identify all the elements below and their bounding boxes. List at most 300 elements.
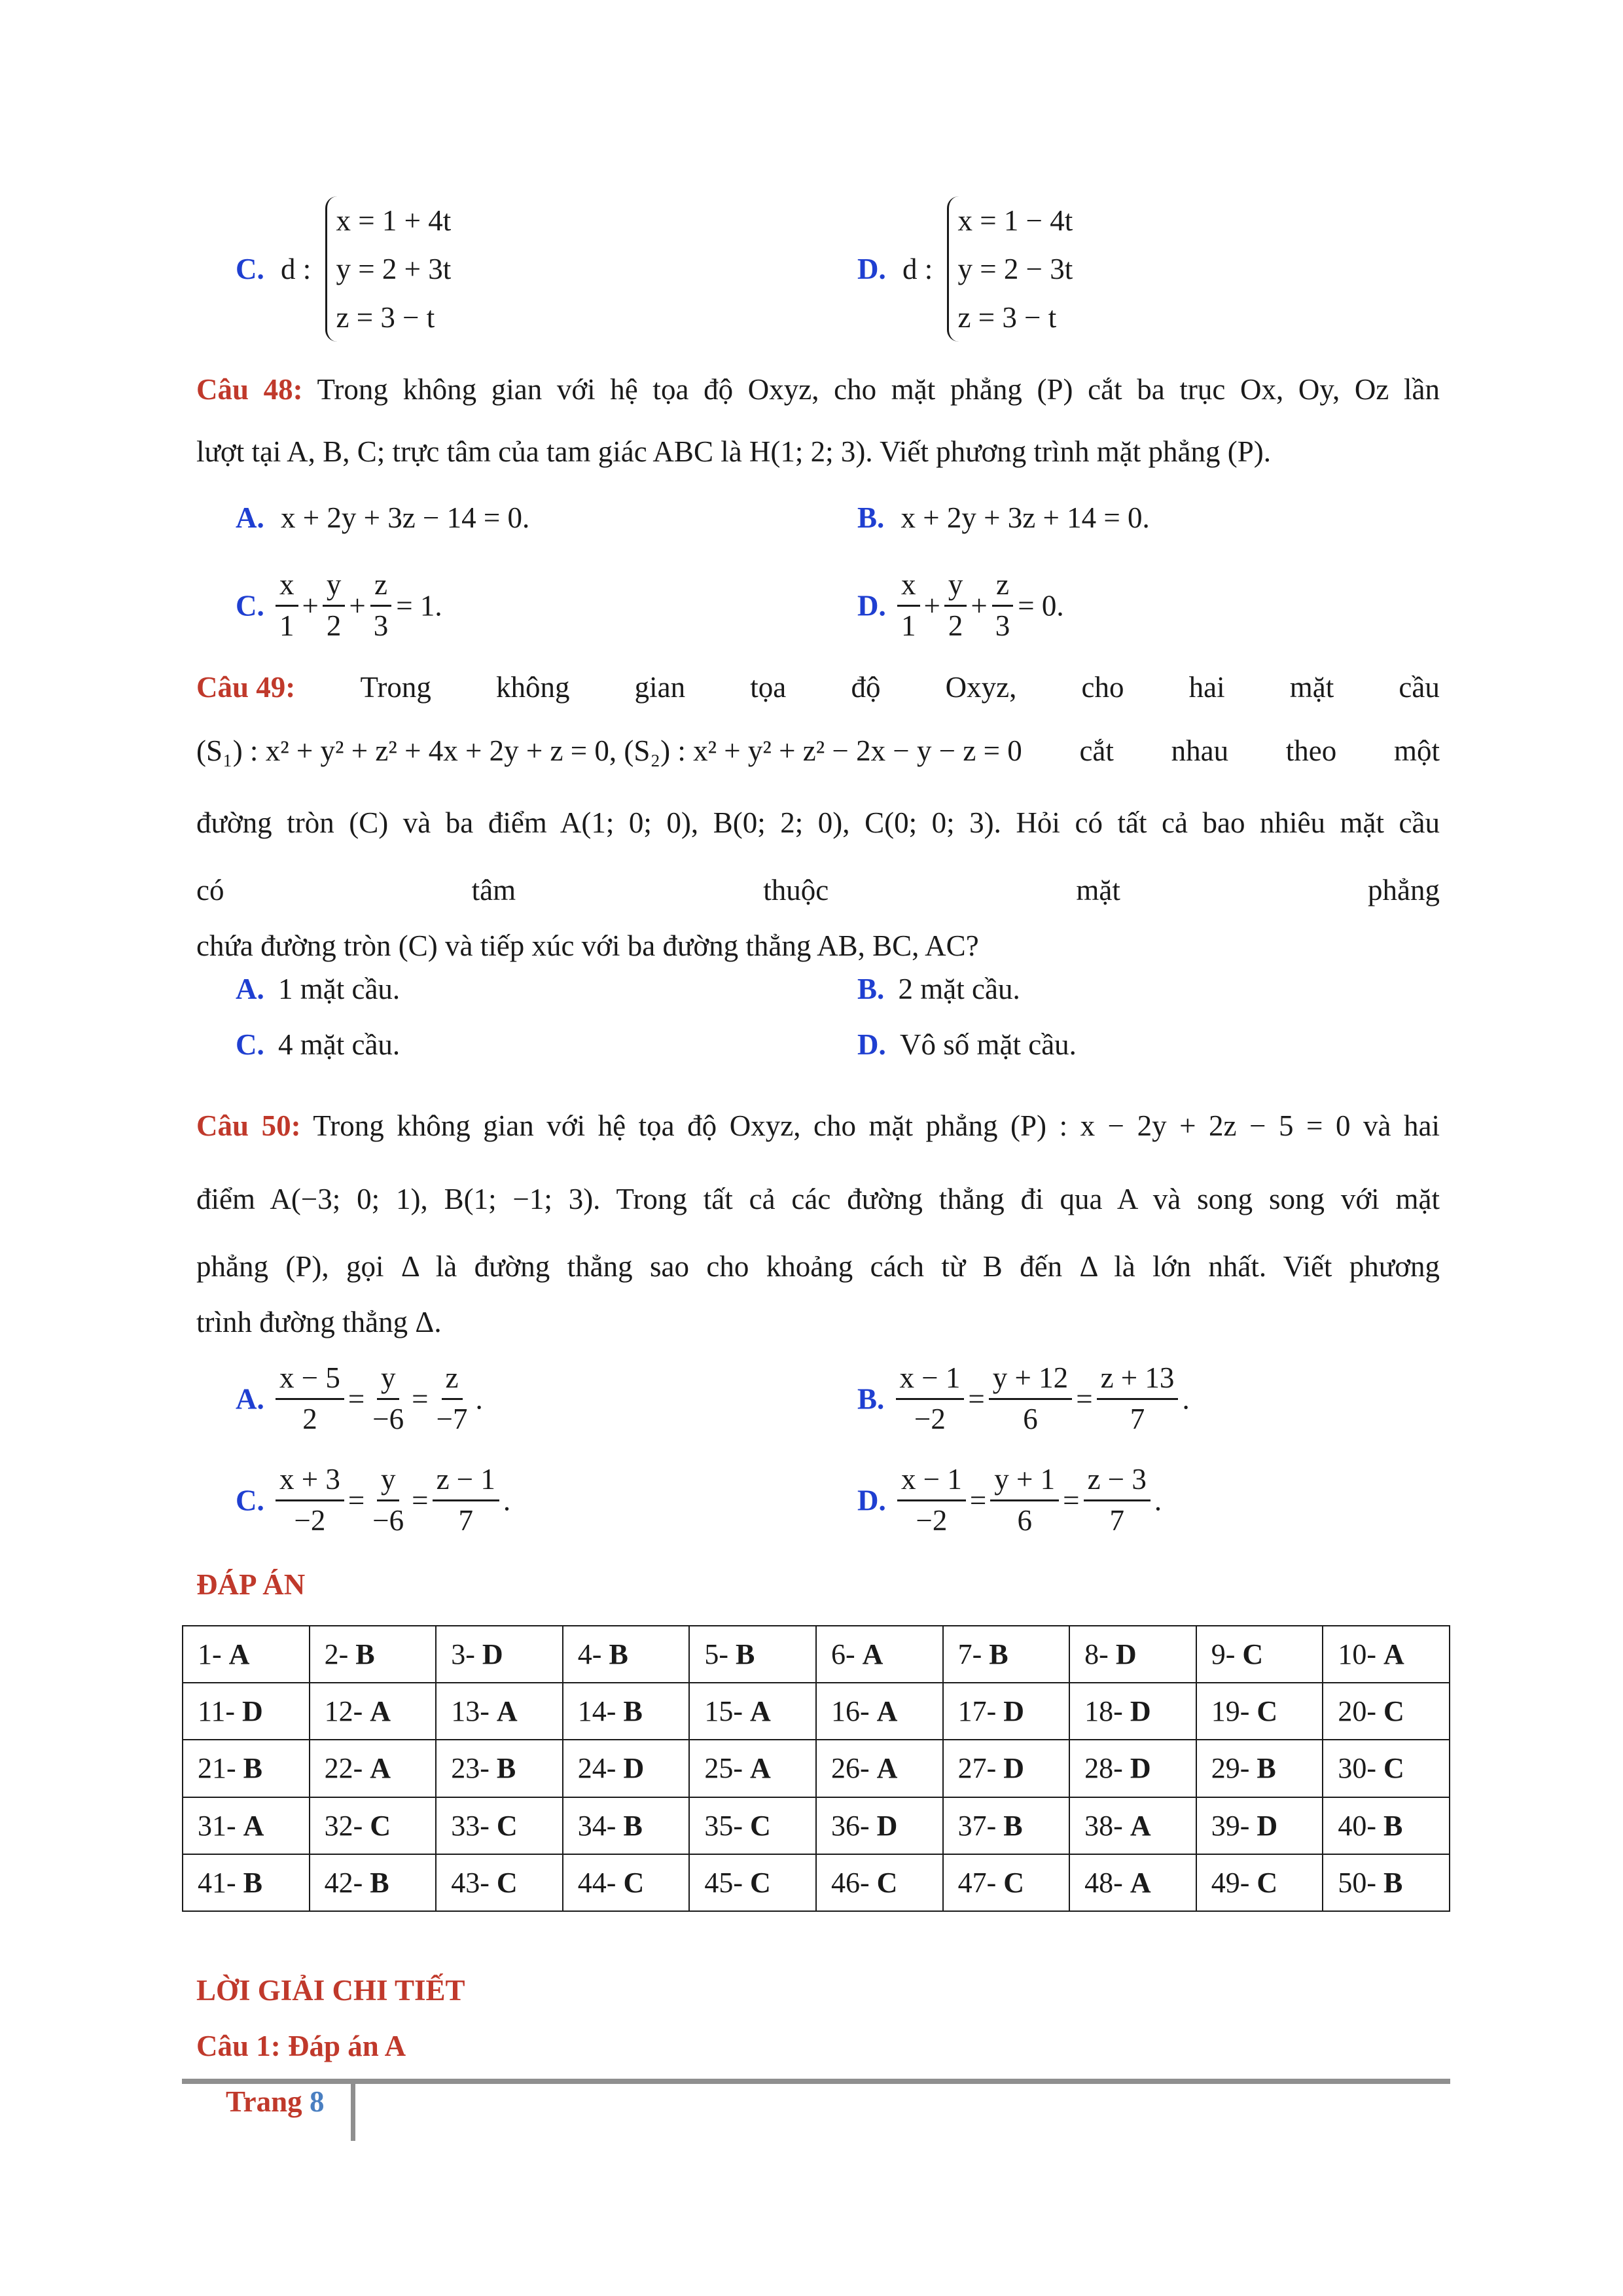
q49-line-3 (196, 787, 1440, 859)
q48-option-d: D. $\frac{x}{1}$ + $\frac{y}{2}$ + $\frac{z}{3}$ = 0. (857, 568, 1064, 642)
question-number: 50- (1338, 1866, 1383, 1899)
answer-cell (183, 1626, 310, 1683)
question-number: 17- (957, 1695, 1004, 1728)
option-label: A. (236, 1382, 264, 1416)
answer-cell (563, 1740, 690, 1797)
question-number: 44- (577, 1866, 624, 1899)
q48-option-a (236, 501, 529, 535)
q49-option-d (857, 1028, 1077, 1062)
numerator: x (276, 568, 298, 607)
q49-line-1 (196, 651, 1440, 723)
answer-cell (816, 1854, 943, 1911)
answer-letter: A (876, 1752, 898, 1785)
numerator: z − 1 (433, 1463, 499, 1501)
question-number: 25- (704, 1752, 751, 1785)
answer-cell (689, 1854, 816, 1911)
denominator: 1 (279, 609, 294, 642)
fraction (944, 568, 967, 643)
question-number: 20- (1338, 1695, 1383, 1728)
question-text: trình đường thẳng Δ. (196, 1306, 442, 1338)
answer-cell (436, 1740, 563, 1797)
answer-cell (310, 1683, 437, 1740)
question-number: 29- (1211, 1752, 1257, 1785)
answer-cell (436, 1626, 563, 1683)
fraction (370, 568, 393, 643)
question-text: Trong không gian với hệ tọa độ Oxyz, cho mặt phẳng (P) cắt ba trục Ox, Oy, Oz lần (317, 373, 1440, 406)
q49-line-2 (196, 715, 1440, 787)
answer-cell (183, 1740, 310, 1797)
denominator: −6 (372, 1503, 404, 1537)
answer-cell (943, 1740, 1070, 1797)
numerator: y (944, 568, 967, 607)
numerator: z − 3 (1084, 1463, 1150, 1501)
q50-option-c: C. $\frac{x + 3}{-2}$ = $\frac{y}{-6}$ = $\frac{z - 1}{7}$ . (236, 1463, 511, 1537)
answer-letter: A (750, 1752, 771, 1785)
answer-cell (436, 1683, 563, 1740)
fraction (323, 568, 346, 643)
option-text: 4 mặt cầu. (278, 1028, 401, 1061)
numerator: z (992, 568, 1013, 607)
question-number: 45- (704, 1866, 751, 1899)
question-text: chứa đường tròn (C) và tiếp xúc với ba đường thẳng AB, BC, AC? (196, 929, 979, 962)
option-label: C. (236, 1484, 264, 1517)
answer-cell (689, 1683, 816, 1740)
question-text: phẳng (P), gọi Δ là đường thẳng sao cho khoảng cách từ B đến Δ là lớn nhất. Viết phương (196, 1250, 1440, 1283)
answer-letter: A (750, 1695, 771, 1728)
answer-cell (943, 1683, 1070, 1740)
table-row (183, 1740, 1450, 1797)
question-number: 19- (1211, 1695, 1257, 1728)
option-label: D. (857, 1028, 886, 1061)
answer-letter: A (1383, 1638, 1404, 1671)
numerator: z (370, 568, 391, 607)
question-number: 8- (1084, 1638, 1116, 1671)
answer-table (182, 1625, 1450, 1912)
question-number: 49- (1211, 1866, 1257, 1899)
word: cầu (1399, 671, 1440, 704)
denominator: 7 (1109, 1503, 1124, 1537)
line-prefix: d : (902, 253, 933, 285)
question-label: Câu 50: (196, 1109, 301, 1142)
numerator: z + 13 (1097, 1361, 1179, 1400)
word: hai (1188, 671, 1225, 704)
answer-letter: A (370, 1695, 391, 1728)
answer-letter: D (623, 1752, 645, 1785)
answer-cell (1196, 1683, 1323, 1740)
q50-option-d: D. $\frac{x - 1}{-2}$ = $\frac{y + 1}{6}$ = $\frac{z - 3}{7}$ . (857, 1463, 1162, 1537)
equation-system (325, 196, 452, 342)
question-number: 27- (957, 1752, 1004, 1785)
option-text: 1 mặt cầu. (278, 973, 401, 1005)
word: mặt (1289, 671, 1334, 704)
answer-letter: C (876, 1866, 898, 1899)
table-row (183, 1626, 1450, 1683)
question-number: 31- (198, 1809, 243, 1842)
equation-line: x = 1 + 4t (336, 204, 452, 237)
answer-cell (1069, 1797, 1196, 1854)
word: phẳng (1368, 874, 1440, 906)
question-number: 41- (198, 1866, 243, 1899)
fraction (896, 1361, 965, 1437)
numerator: y (377, 1463, 400, 1501)
equation-line: z = 3 − t (957, 301, 1057, 334)
q50-line-2 (196, 1163, 1440, 1235)
answer-letter: C (750, 1866, 771, 1899)
table-row (183, 1854, 1450, 1911)
denominator: 7 (1130, 1402, 1145, 1435)
fraction (433, 1361, 472, 1437)
table-row (183, 1797, 1450, 1854)
answer-cell (1323, 1854, 1450, 1911)
word: không (496, 671, 570, 704)
question-number: 10- (1338, 1638, 1383, 1671)
q49-option-b (857, 972, 1020, 1006)
answer-letter: C (750, 1809, 771, 1842)
denominator: −2 (916, 1503, 948, 1537)
answer-letter: B (1383, 1866, 1403, 1899)
answer-letter: D (1130, 1695, 1151, 1728)
answer-cell (1069, 1854, 1196, 1911)
answer-letter: A (876, 1695, 898, 1728)
fraction (1097, 1361, 1179, 1437)
fraction (276, 568, 298, 643)
denominator: 2 (326, 609, 342, 642)
question-number: 39- (1211, 1809, 1257, 1842)
answer-cell (436, 1797, 563, 1854)
answer-cell (1196, 1854, 1323, 1911)
denominator: −6 (372, 1402, 404, 1435)
question-number: 46- (830, 1866, 877, 1899)
question-number: 18- (1084, 1695, 1130, 1728)
fraction (368, 1361, 408, 1437)
question-number: 3- (451, 1638, 482, 1671)
word: gian (634, 671, 686, 704)
answer-letter: D (242, 1695, 263, 1728)
word: Trong (360, 671, 431, 704)
question-label: Câu 48: (196, 373, 303, 406)
question-number: 6- (830, 1638, 863, 1671)
q48-option-c: C. $\frac{x}{1}$ + $\frac{y}{2}$ + $\frac{z}{3}$ = 1. (236, 568, 442, 642)
page-number: 8 (309, 2085, 325, 2118)
word: nhau (1171, 734, 1229, 767)
denominator: 2 (948, 609, 963, 642)
answer-cell (1069, 1740, 1196, 1797)
answers-title: ĐÁP ÁN (196, 1568, 306, 1601)
question-text: lượt tại A, B, C; trực tâm của tam giác ABC là H(1; 2; 3). Viết phương trình mặt phẳng (P). (196, 435, 1271, 468)
question-number: 15- (704, 1695, 751, 1728)
sphere-equations: (S₁) : x² + y² + z² + 4x + 2y + z = 0, (S₂) : x² + y² + z² − 2x − y − z = 0 (196, 734, 1022, 767)
answer-letter: B (623, 1809, 643, 1842)
answer-cell (183, 1683, 310, 1740)
footer-label: Trang (226, 2085, 302, 2118)
answer-letter: C (1003, 1866, 1024, 1899)
answer-cell (563, 1854, 690, 1911)
question-number: 5- (704, 1638, 736, 1671)
answer-letter: C (623, 1866, 645, 1899)
denominator: 7 (458, 1503, 473, 1537)
answer-letter: C (370, 1809, 391, 1842)
question-number: 11- (198, 1695, 243, 1728)
option-label: D. (857, 1484, 886, 1517)
footer-vertical-divider (351, 2079, 355, 2141)
line-prefix: d : (281, 253, 312, 285)
answer-cell (563, 1626, 690, 1683)
numerator: x − 1 (897, 1463, 966, 1501)
question-number: 43- (451, 1866, 497, 1899)
question-number: 34- (577, 1809, 624, 1842)
question-number: 24- (577, 1752, 624, 1785)
denominator: 3 (373, 609, 389, 642)
fraction (897, 1463, 966, 1538)
answer-cell (816, 1740, 943, 1797)
word: một (1393, 734, 1440, 767)
numerator: x − 5 (276, 1361, 344, 1400)
option-label: C. (236, 253, 264, 285)
numerator: y (377, 1361, 400, 1400)
answer-cell (1323, 1740, 1450, 1797)
answer-cell (1323, 1683, 1450, 1740)
fraction (368, 1463, 408, 1538)
answer-cell (943, 1626, 1070, 1683)
word: Oxyz, (945, 671, 1017, 704)
fraction (276, 1463, 344, 1538)
option-text: Vô số mặt cầu. (900, 1028, 1077, 1061)
equation-system (947, 196, 1073, 342)
q50-option-a: A. $\frac{x - 5}{2}$ = $\frac{y}{-6}$ = $\frac{z}{-7}$ . (236, 1361, 483, 1435)
question-text: Trong không gian với hệ tọa độ Oxyz, cho mặt phẳng (P) : x − 2y + 2z − 5 = 0 và hai (313, 1109, 1440, 1142)
answer-letter: C (496, 1809, 518, 1842)
word: theo (1285, 734, 1337, 767)
denominator: 2 (302, 1402, 317, 1435)
answer-cell (943, 1854, 1070, 1911)
denominator: 3 (995, 609, 1010, 642)
answer-letter: B (496, 1752, 516, 1785)
fraction (989, 1361, 1072, 1437)
denominator: −7 (436, 1402, 468, 1435)
page-footer (226, 2085, 324, 2119)
answer-letter: D (1003, 1752, 1024, 1785)
answer-letter: D (1115, 1638, 1137, 1671)
question-number: 4- (577, 1638, 609, 1671)
question-number: 16- (830, 1695, 877, 1728)
question-number: 42- (324, 1866, 370, 1899)
answer-letter: A (1130, 1866, 1151, 1899)
question-number: 38- (1084, 1809, 1130, 1842)
answer-letter: A (1130, 1809, 1151, 1842)
answer-cell (1323, 1797, 1450, 1854)
q50-line-4 (196, 1286, 1440, 1358)
answer-cell (1196, 1797, 1323, 1854)
question-number: 23- (451, 1752, 497, 1785)
denominator: 6 (1023, 1402, 1038, 1435)
answer-cell (1323, 1626, 1450, 1683)
fraction (897, 568, 920, 643)
answer-letter: C (1383, 1695, 1404, 1728)
word: độ (851, 671, 881, 704)
answer-cell (310, 1626, 437, 1683)
numerator: x + 3 (276, 1463, 344, 1501)
answer-cell (563, 1797, 690, 1854)
answer-cell (310, 1740, 437, 1797)
answer-letter: D (1003, 1695, 1024, 1728)
question-number: 35- (704, 1809, 751, 1842)
answer-letter: A (862, 1638, 883, 1671)
answer-cell (436, 1854, 563, 1911)
answer-letter: D (876, 1809, 898, 1842)
fraction (991, 568, 1014, 643)
equation-end: = 0. (1018, 589, 1064, 622)
answer-letter: D (482, 1638, 503, 1671)
equation-line: x = 1 − 4t (957, 204, 1073, 237)
question-label: Câu 49: (196, 671, 296, 704)
answer-letter: D (1257, 1809, 1278, 1842)
question-number: 21- (198, 1752, 243, 1785)
answer-letter: B (1257, 1752, 1276, 1785)
answer-cell (183, 1854, 310, 1911)
answer-cell (816, 1797, 943, 1854)
numerator: y + 1 (990, 1463, 1059, 1501)
answer-letter: A (243, 1809, 264, 1842)
answer-letter: C (1257, 1695, 1278, 1728)
question-number: 48- (1084, 1866, 1130, 1899)
q50-option-b: B. $\frac{x - 1}{-2}$ = $\frac{y + 12}{6}$ = $\frac{z + 13}{7}$ . (857, 1361, 1190, 1435)
answer-cell (1069, 1683, 1196, 1740)
option-label: B. (857, 973, 885, 1005)
question-number: 36- (830, 1809, 877, 1842)
answer-letter: C (1242, 1638, 1264, 1671)
q49-option-c (236, 1028, 400, 1062)
denominator: −2 (914, 1402, 946, 1435)
answer-letter: D (1130, 1752, 1151, 1785)
answer-cell (689, 1797, 816, 1854)
q48-option-b (857, 501, 1150, 535)
fraction (433, 1463, 499, 1538)
word: cho (1081, 671, 1124, 704)
answer-letter: A (228, 1638, 250, 1671)
fraction (276, 1361, 344, 1437)
answer-letter: B (609, 1638, 628, 1671)
equation-line: z = 3 − t (336, 301, 435, 334)
answer-letter: B (623, 1695, 643, 1728)
answer-cell (816, 1683, 943, 1740)
answer-cell (310, 1854, 437, 1911)
question-number: 28- (1084, 1752, 1130, 1785)
answer-letter: A (370, 1752, 391, 1785)
equation-end: = 1. (396, 589, 442, 622)
question-number: 33- (451, 1809, 497, 1842)
answer-letter: C (1383, 1752, 1404, 1785)
answer-cell (816, 1626, 943, 1683)
fraction (990, 1463, 1059, 1538)
footer-divider (182, 2079, 1450, 2084)
question-number: 30- (1338, 1752, 1383, 1785)
solutions-title: LỜI GIẢI CHI TIẾT (196, 1974, 465, 2007)
word: thuộc (763, 874, 829, 906)
answer-cell (1196, 1626, 1323, 1683)
answer-cell (183, 1797, 310, 1854)
answer-letter: B (355, 1638, 375, 1671)
q49-line-5 (196, 910, 1440, 982)
answer-cell (1196, 1740, 1323, 1797)
answer-letter: B (243, 1752, 263, 1785)
answer-letter: A (496, 1695, 518, 1728)
answer-cell (943, 1797, 1070, 1854)
numerator: x (897, 568, 920, 607)
numerator: z (442, 1361, 463, 1400)
answer-letter: B (989, 1638, 1008, 1671)
question-number: 32- (324, 1809, 370, 1842)
equation-line: y = 2 + 3t (336, 253, 452, 285)
question-number: 40- (1338, 1809, 1383, 1842)
answer-cell (689, 1740, 816, 1797)
option-label: A. (236, 501, 264, 534)
denominator: −2 (294, 1503, 326, 1537)
q48-line-1 (196, 353, 1440, 425)
q50-line-1 (196, 1090, 1440, 1162)
question-number: 37- (957, 1809, 1004, 1842)
answer-letter: B (1383, 1809, 1403, 1842)
question-number: 14- (577, 1695, 624, 1728)
word: tâm (471, 874, 516, 906)
option-label: D. (857, 253, 886, 285)
question-number: 22- (324, 1752, 370, 1785)
question-number: 13- (451, 1695, 497, 1728)
answer-cell (310, 1797, 437, 1854)
numerator: y (323, 568, 346, 607)
answer-cell (563, 1683, 690, 1740)
answer-letter: B (243, 1866, 263, 1899)
answer-letter: B (736, 1638, 755, 1671)
answer-cell (1069, 1626, 1196, 1683)
fraction (1084, 1463, 1150, 1538)
option-text: 2 mặt cầu. (898, 973, 1020, 1005)
option-text: x + 2y + 3z − 14 = 0. (281, 501, 530, 534)
q48-line-2 (196, 416, 1440, 488)
question-number: 47- (957, 1866, 1004, 1899)
option-label: C. (236, 1028, 264, 1061)
q49-option-a (236, 972, 400, 1006)
answer-cell (689, 1626, 816, 1683)
question-number: 2- (324, 1638, 356, 1671)
question-text: đường tròn (C) và ba điểm A(1; 0; 0), B(0; 2; 0), C(0; 0; 3). Hỏi có tất cả bao nhiêu mặt cầu (196, 806, 1440, 839)
answer-letter: C (1257, 1866, 1278, 1899)
question-text: điểm A(−3; 0; 1), B(1; −1; 3). Trong tất cả các đường thẳng đi qua A và song song với mặt (196, 1183, 1440, 1215)
option-text: x + 2y + 3z + 14 = 0. (901, 501, 1150, 534)
equation-line: y = 2 − 3t (957, 253, 1073, 285)
question-number: 26- (830, 1752, 877, 1785)
word: có (196, 874, 224, 906)
word: mặt (1076, 874, 1120, 906)
numerator: y + 12 (989, 1361, 1072, 1400)
question-number: 9- (1211, 1638, 1243, 1671)
option-label: B. (857, 1382, 885, 1416)
answer-letter: C (496, 1866, 518, 1899)
question-number: 1- (198, 1638, 229, 1671)
option-label: B. (857, 501, 885, 534)
answer-letter: B (370, 1866, 389, 1899)
denominator: 1 (901, 609, 916, 642)
numerator: x − 1 (896, 1361, 965, 1400)
option-label: C. (236, 589, 264, 622)
option-label: D. (857, 589, 886, 622)
option-label: A. (236, 973, 264, 1005)
q47-option-d (857, 196, 1073, 342)
question-number: 12- (324, 1695, 370, 1728)
word: tọa (750, 671, 787, 704)
denominator: 6 (1017, 1503, 1032, 1537)
word: cắt (1079, 734, 1114, 767)
question-number: 7- (957, 1638, 990, 1671)
